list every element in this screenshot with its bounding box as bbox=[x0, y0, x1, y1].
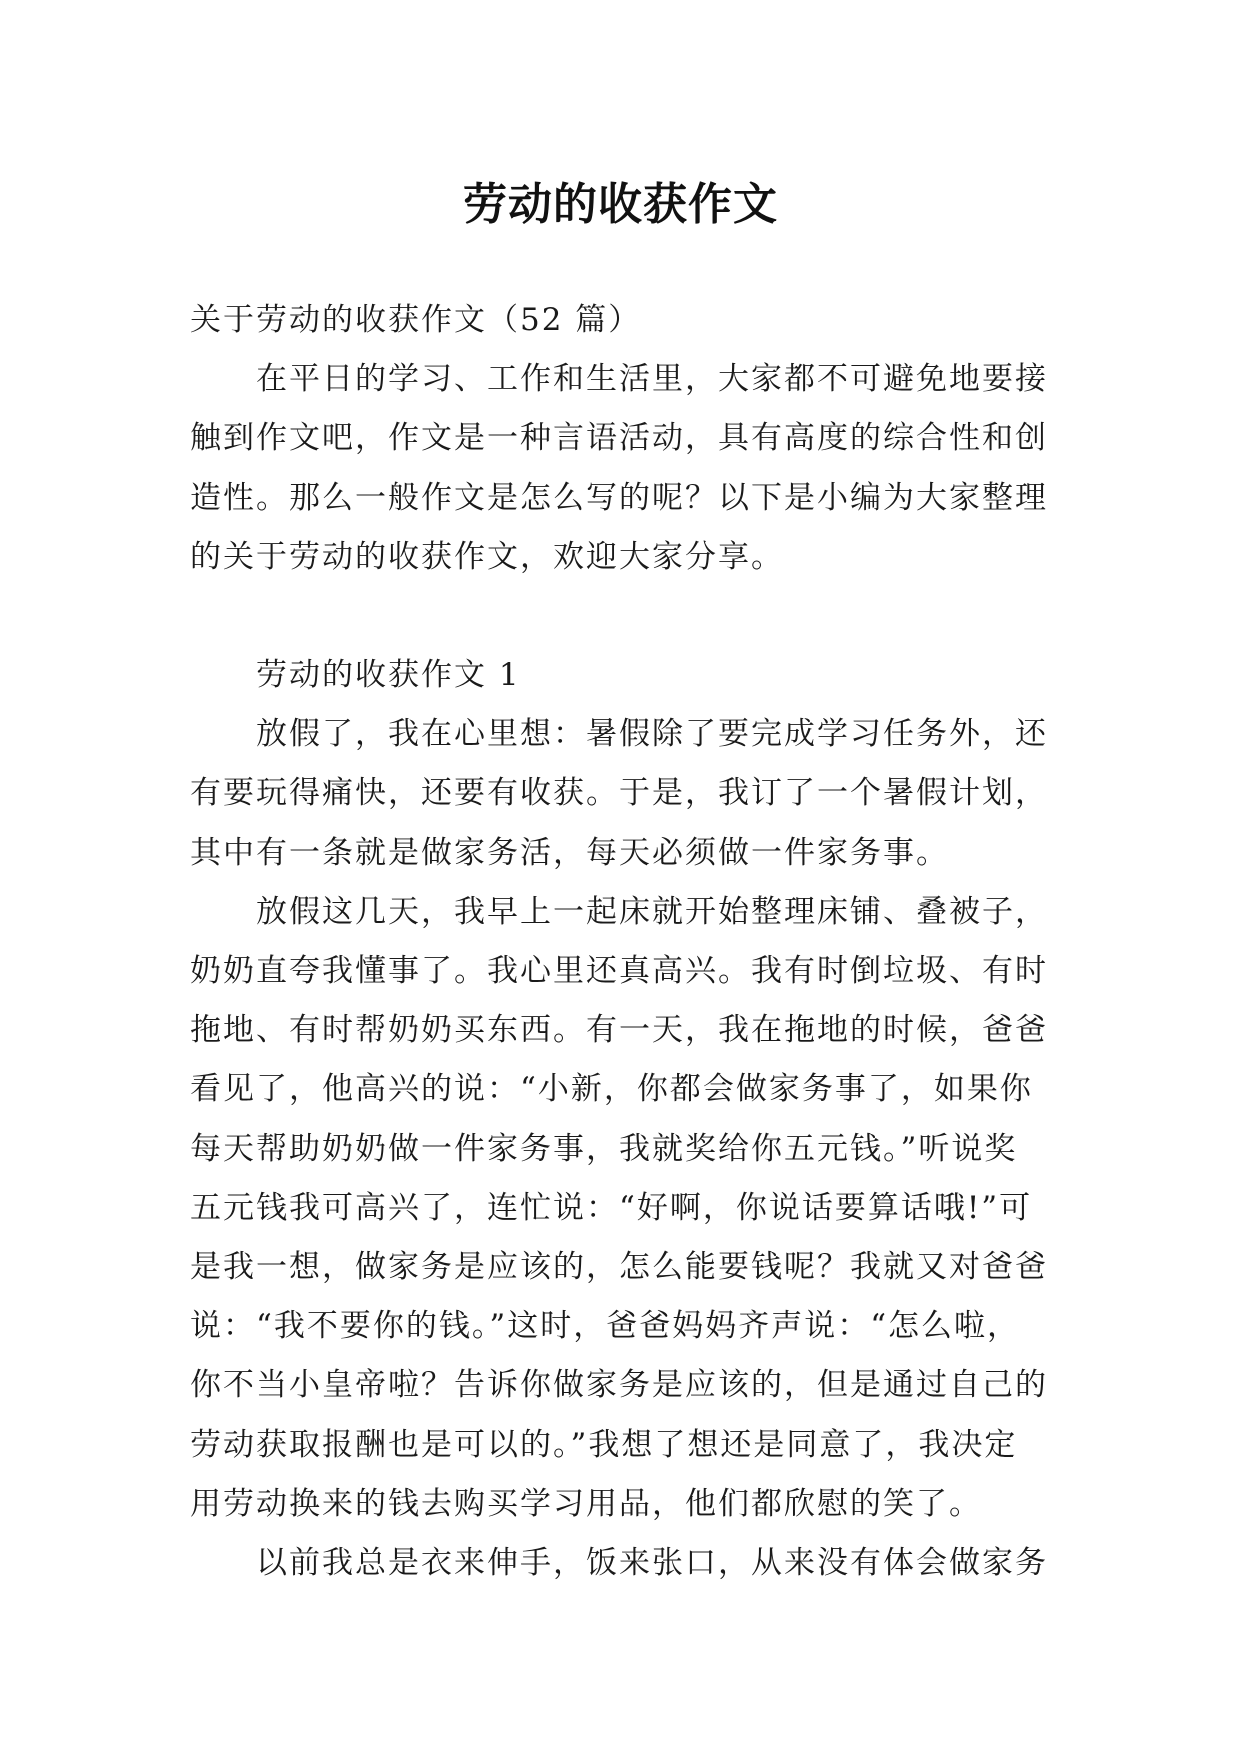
document-body bbox=[190, 291, 1070, 1593]
text-line: 其中有一条就是做家务活，每天必须做一件家务事。 bbox=[190, 834, 949, 871]
text-line: 说：“我不要你的钱。”这时，爸爸妈妈齐声说：“怎么啦， bbox=[190, 1308, 1021, 1345]
document-title: 劳动的收获作文 bbox=[463, 179, 778, 231]
text-line: 是我一想，做家务是应该的，怎么能要钱呢？我就又对爸爸 bbox=[190, 1249, 1048, 1286]
subtitle-line: 关于劳动的收获作文（52 篇） bbox=[190, 302, 642, 338]
text-line: 拖地、有时帮奶奶买东西。有一天，我在拖地的时候，爸爸 bbox=[190, 1012, 1048, 1049]
text-line: 以前我总是衣来伸手，饭来张口，从来没有体会做家务 bbox=[256, 1545, 1048, 1582]
text-line: 有要玩得痛快，还要有收获。于是，我订了一个暑假计划， bbox=[190, 775, 1048, 812]
text-line: 触到作文吧，作文是一种言语活动，具有高度的综合性和创 bbox=[190, 420, 1048, 457]
text-line: 每天帮助奶奶做一件家务事，我就奖给你五元钱。”听说奖 bbox=[190, 1130, 1018, 1167]
text-line: 在平日的学习、工作和生活里，大家都不可避免地要接 bbox=[256, 361, 1048, 398]
section-heading: 劳动的收获作文 1 bbox=[256, 657, 521, 694]
text-line: 劳动获取报酬也是可以的。”我想了想还是同意了，我决定 bbox=[190, 1426, 1018, 1463]
text-line: 五元钱我可高兴了，连忙说：“好啊，你说话要算话哦!”可 bbox=[190, 1189, 1033, 1226]
text-line: 放假这几天，我早上一起床就开始整理床铺、叠被子， bbox=[256, 893, 1048, 930]
text-line: 造性。那么一般作文是怎么写的呢？以下是小编为大家整理 bbox=[190, 479, 1048, 516]
text-line: 看见了，他高兴的说：“小新，你都会做家务事了，如果你 bbox=[190, 1071, 1033, 1108]
text-line: 放假了，我在心里想：暑假除了要完成学习任务外，还 bbox=[256, 716, 1048, 753]
text-line: 奶奶直夸我懂事了。我心里还真高兴。我有时倒垃圾、有时 bbox=[190, 953, 1048, 990]
text-line: 你不当小皇帝啦？告诉你做家务是应该的，但是通过自己的 bbox=[190, 1367, 1048, 1404]
paragraph-gap bbox=[190, 587, 1070, 646]
text-line: 的关于劳动的收获作文，欢迎大家分享。 bbox=[190, 538, 784, 575]
text-line: 用劳动换来的钱去购买学习用品，他们都欣慰的笑了。 bbox=[190, 1485, 982, 1522]
